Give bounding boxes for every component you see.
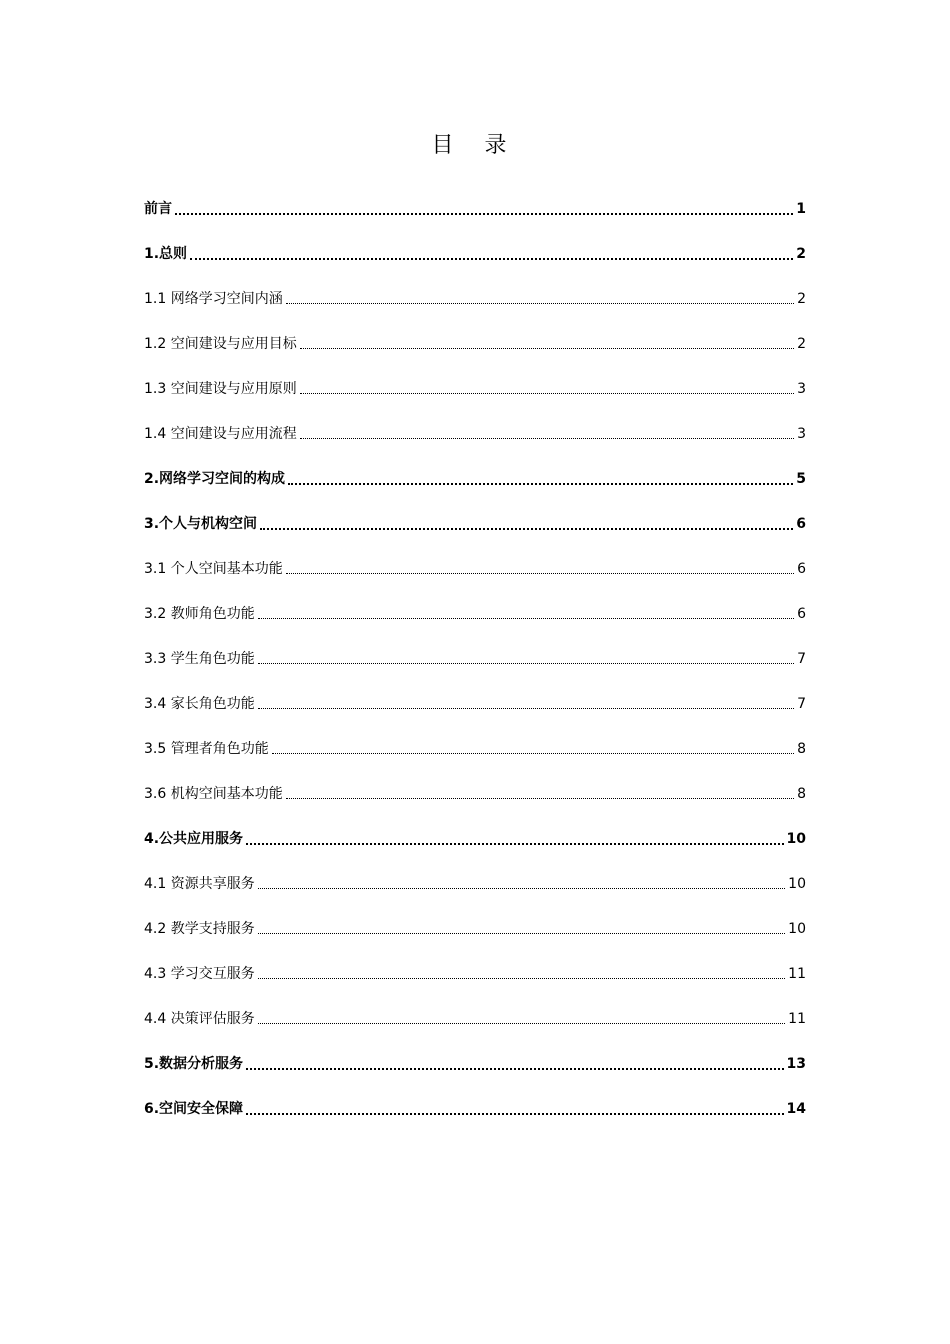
toc-entry-title: 前言 — [144, 201, 172, 217]
toc-entry[interactable] — [144, 646, 806, 691]
toc-entry[interactable] — [144, 961, 806, 1006]
toc-entry[interactable] — [144, 421, 806, 466]
dot-leader — [272, 736, 794, 754]
toc-entry-title: 4.4 决策评估服务 — [144, 1011, 255, 1027]
toc-entry-title: 4.2 教学支持服务 — [144, 921, 255, 937]
toc-entry-page: 8 — [797, 741, 806, 757]
toc-entry-page: 6 — [797, 561, 806, 577]
dot-leader — [246, 826, 783, 845]
toc-entry[interactable] — [144, 736, 806, 781]
toc-entry[interactable] — [144, 781, 806, 826]
toc-entry-page: 1 — [796, 201, 806, 217]
toc-entry-page: 5 — [796, 471, 806, 487]
dot-leader — [175, 196, 793, 215]
dot-leader — [258, 691, 794, 709]
toc-entry-page: 7 — [797, 696, 806, 712]
toc-entry[interactable] — [144, 196, 806, 241]
table-of-contents — [144, 196, 806, 1141]
toc-entry-title: 1.3 空间建设与应用原则 — [144, 381, 297, 397]
toc-entry-title: 3.2 教师角色功能 — [144, 606, 255, 622]
toc-entry-title: 3.4 家长角色功能 — [144, 696, 255, 712]
toc-entry-title: 4.3 学习交互服务 — [144, 966, 255, 982]
toc-entry-title: 5.数据分析服务 — [144, 1056, 244, 1072]
toc-entry-title: 4.公共应用服务 — [144, 831, 244, 847]
toc-entry-page: 10 — [786, 831, 806, 847]
dot-leader — [258, 1006, 785, 1024]
dot-leader — [258, 916, 785, 934]
toc-entry-page: 8 — [797, 786, 806, 802]
toc-entry[interactable] — [144, 691, 806, 736]
toc-entry-page: 3 — [797, 381, 806, 397]
toc-entry-page: 11 — [788, 1011, 806, 1027]
dot-leader — [190, 241, 793, 260]
toc-entry[interactable] — [144, 376, 806, 421]
toc-entry[interactable] — [144, 826, 806, 871]
toc-entry-page: 10 — [788, 921, 806, 937]
dot-leader — [288, 466, 793, 485]
dot-leader — [258, 646, 794, 664]
toc-entry-page: 14 — [786, 1101, 806, 1117]
page-title: 目 录 — [431, 133, 519, 158]
toc-entry[interactable] — [144, 241, 806, 286]
toc-entry-title: 3.5 管理者角色功能 — [144, 741, 269, 757]
toc-entry[interactable] — [144, 1096, 806, 1141]
toc-entry[interactable] — [144, 331, 806, 376]
toc-entry-page: 13 — [786, 1056, 806, 1072]
toc-entry-page: 2 — [797, 291, 806, 307]
toc-entry[interactable] — [144, 916, 806, 961]
toc-entry[interactable] — [144, 511, 806, 556]
toc-entry[interactable] — [144, 871, 806, 916]
dot-leader — [300, 376, 794, 394]
toc-entry-title: 4.1 资源共享服务 — [144, 876, 255, 892]
dot-leader — [286, 781, 794, 799]
toc-entry-title: 3.3 学生角色功能 — [144, 651, 255, 667]
toc-entry-page: 11 — [788, 966, 806, 982]
toc-entry-title: 3.个人与机构空间 — [144, 516, 258, 532]
dot-leader — [260, 511, 793, 530]
dot-leader — [286, 556, 794, 574]
toc-entry-title: 3.1 个人空间基本功能 — [144, 561, 283, 577]
toc-entry-page: 2 — [796, 246, 806, 262]
toc-entry-title: 6.空间安全保障 — [144, 1101, 244, 1117]
dot-leader — [286, 286, 794, 304]
toc-entry[interactable] — [144, 601, 806, 646]
toc-entry-page: 6 — [796, 516, 806, 532]
toc-entry-page: 7 — [797, 651, 806, 667]
dot-leader — [300, 331, 794, 349]
toc-entry-title: 1.4 空间建设与应用流程 — [144, 426, 297, 442]
toc-entry-title: 1.2 空间建设与应用目标 — [144, 336, 297, 352]
toc-entry[interactable] — [144, 466, 806, 511]
dot-leader — [258, 961, 785, 979]
toc-entry-page: 3 — [797, 426, 806, 442]
toc-entry[interactable] — [144, 286, 806, 331]
toc-entry-page: 2 — [797, 336, 806, 352]
dot-leader — [246, 1096, 783, 1115]
toc-entry-page: 6 — [797, 606, 806, 622]
toc-entry[interactable] — [144, 556, 806, 601]
toc-entry-title: 1.1 网络学习空间内涵 — [144, 291, 283, 307]
dot-leader — [300, 421, 794, 439]
toc-entry-page: 10 — [788, 876, 806, 892]
dot-leader — [246, 1051, 783, 1070]
toc-entry-title: 2.网络学习空间的构成 — [144, 471, 286, 487]
dot-leader — [258, 871, 785, 889]
toc-entry[interactable] — [144, 1051, 806, 1096]
toc-entry-title: 3.6 机构空间基本功能 — [144, 786, 283, 802]
toc-entry[interactable] — [144, 1006, 806, 1051]
dot-leader — [258, 601, 794, 619]
toc-entry-title: 1.总则 — [144, 246, 188, 262]
